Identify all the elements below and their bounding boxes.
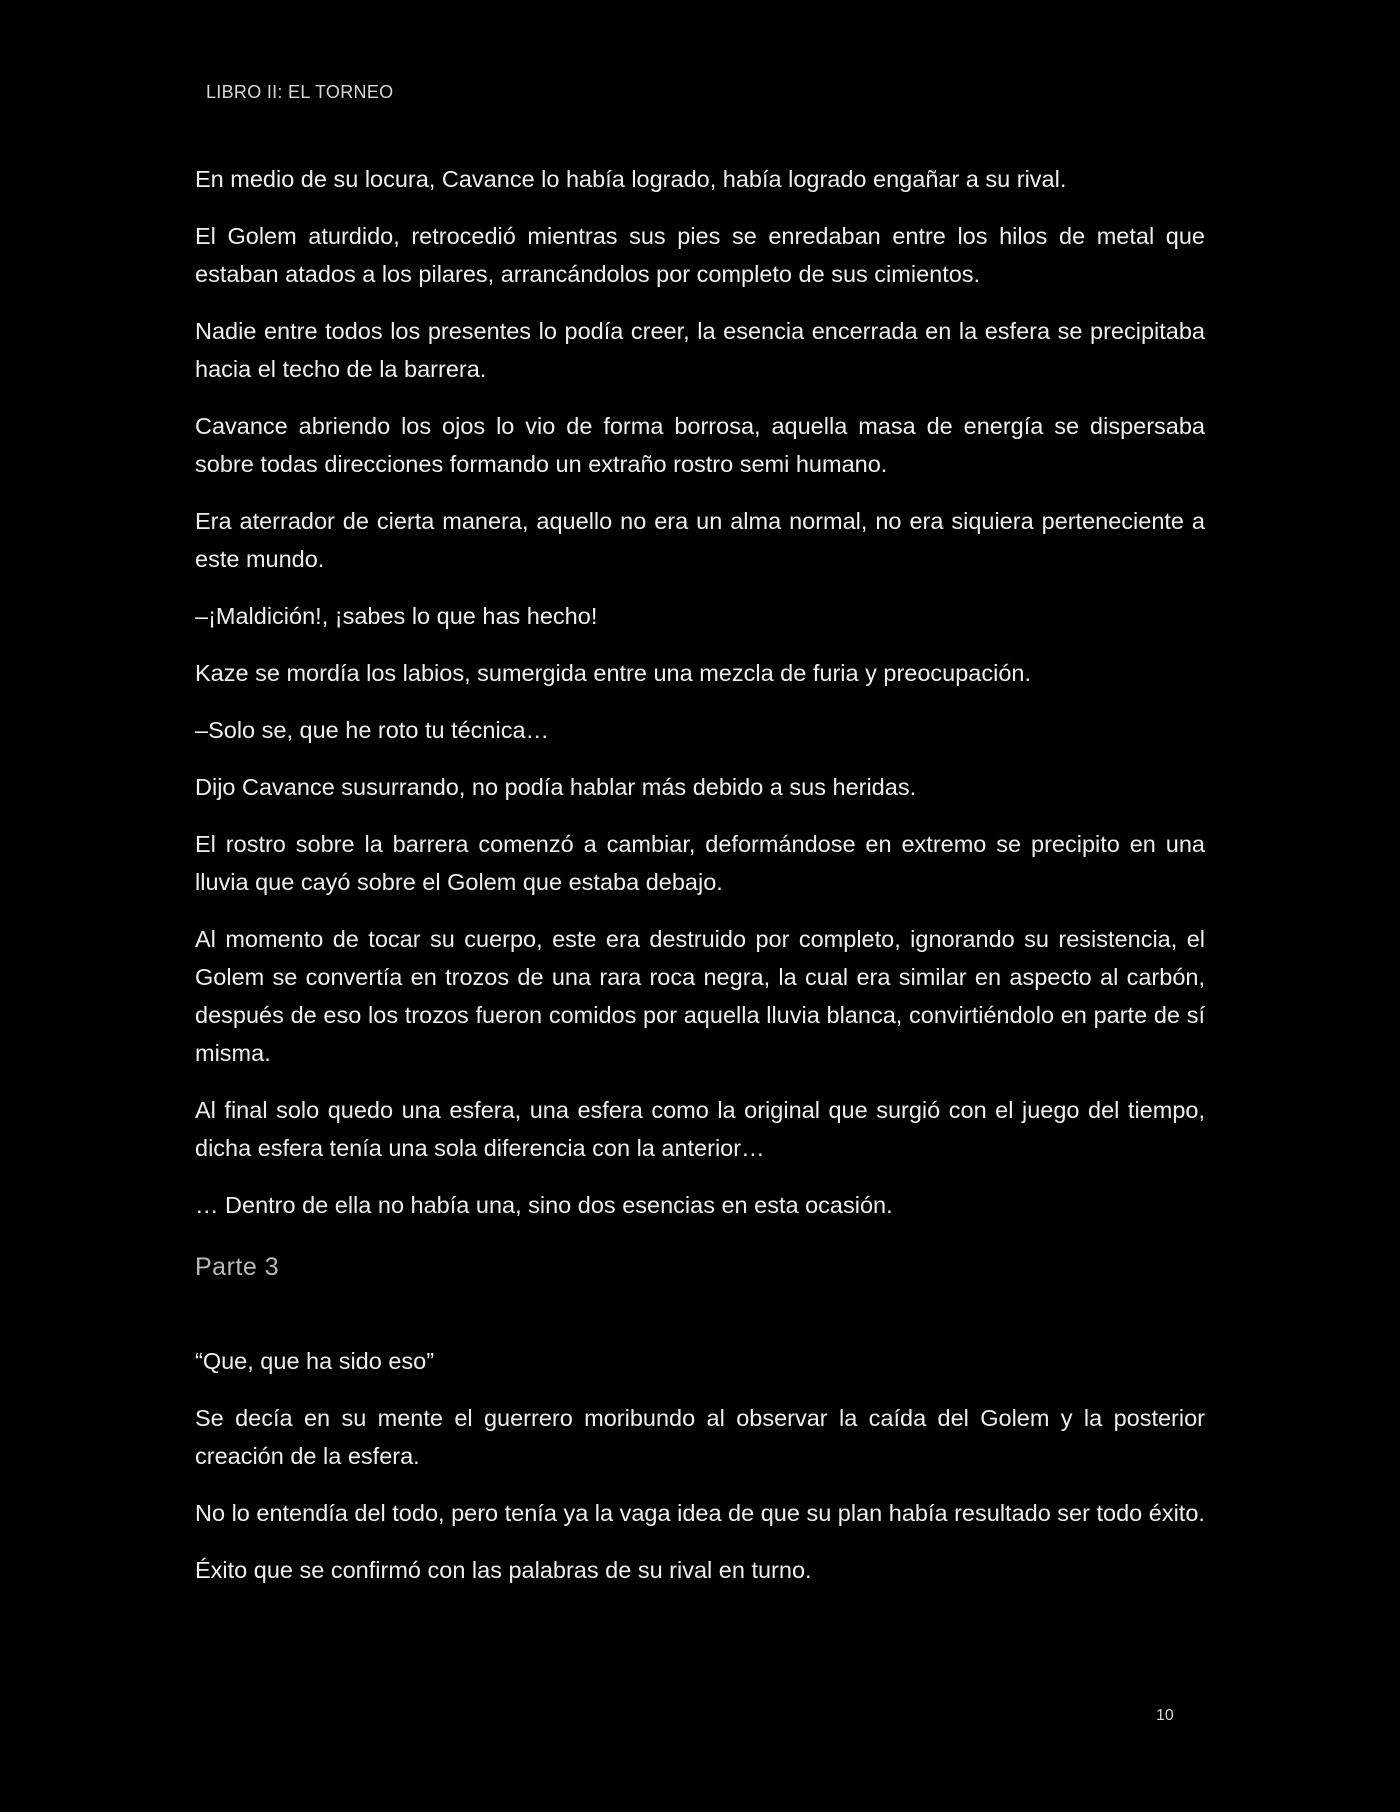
- paragraph: El Golem aturdido, retrocedió mientras sus pies se enredaban entre los hilos de metal que estaban atados a los pilares, arrancándolos por completo de sus cimientos.: [195, 223, 1205, 287]
- running-header: LIBRO II: EL TORNEO: [206, 82, 394, 102]
- thought-line: “Que, que ha sido eso”: [195, 1348, 435, 1374]
- paragraph: Era aterrador de cierta manera, aquello no era un alma normal, no era siquiera perteneciente a este mundo.: [195, 508, 1205, 572]
- paragraph: Al final solo quedo una esfera, una esfera como la original que surgió con el juego del tiempo, dicha esfera tenía una sola diferencia con la anterior…: [195, 1097, 1205, 1161]
- paragraph: Cavance abriendo los ojos lo vio de forma borrosa, aquella masa de energía se dispersaba sobre todas direcciones formando un extraño rostro semi humano.: [195, 413, 1205, 477]
- paragraph: Éxito que se confirmó con las palabras de su rival en turno.: [195, 1557, 812, 1583]
- section-heading: Parte 3: [195, 1253, 280, 1281]
- paragraph: El rostro sobre la barrera comenzó a cambiar, deformándose en extremo se precipito en una lluvia que cayó sobre el Golem que estaba debajo.: [195, 831, 1205, 895]
- paragraph: Kaze se mordía los labios, sumergida entre una mezcla de furia y preocupación.: [195, 660, 1032, 686]
- page-number: 10: [1156, 1707, 1174, 1724]
- paragraph: Se decía en su mente el guerrero moribundo al observar la caída del Golem y la posterior creación de la esfera.: [195, 1405, 1205, 1469]
- paragraph: En medio de su locura, Cavance lo había logrado, había logrado engañar a su rival.: [195, 166, 1067, 192]
- dialogue-line: –¡Maldición!, ¡sabes lo que has hecho!: [195, 603, 598, 629]
- paragraph: Al momento de tocar su cuerpo, este era destruido por completo, ignorando su resistencia, el Golem se convertía en trozos de una rara roca negra, la cual era similar en aspecto al carbón, después de eso los trozos fueron comidos por aquella lluvia blanca, convirtiéndolo en parte de sí misma.: [195, 926, 1205, 1066]
- dialogue-line: –Solo se, que he roto tu técnica…: [195, 717, 550, 743]
- body-text: [195, 160, 1205, 1608]
- paragraph: … Dentro de ella no había una, sino dos esencias en esta ocasión.: [195, 1192, 893, 1218]
- paragraph: Nadie entre todos los presentes lo podía creer, la esencia encerrada en la esfera se precipitaba hacia el techo de la barrera.: [195, 318, 1205, 382]
- paragraph: No lo entendía del todo, pero tenía ya la vaga idea de que su plan había resultado ser todo éxito.: [195, 1500, 1205, 1526]
- paragraph: Dijo Cavance susurrando, no podía hablar más debido a sus heridas.: [195, 774, 917, 800]
